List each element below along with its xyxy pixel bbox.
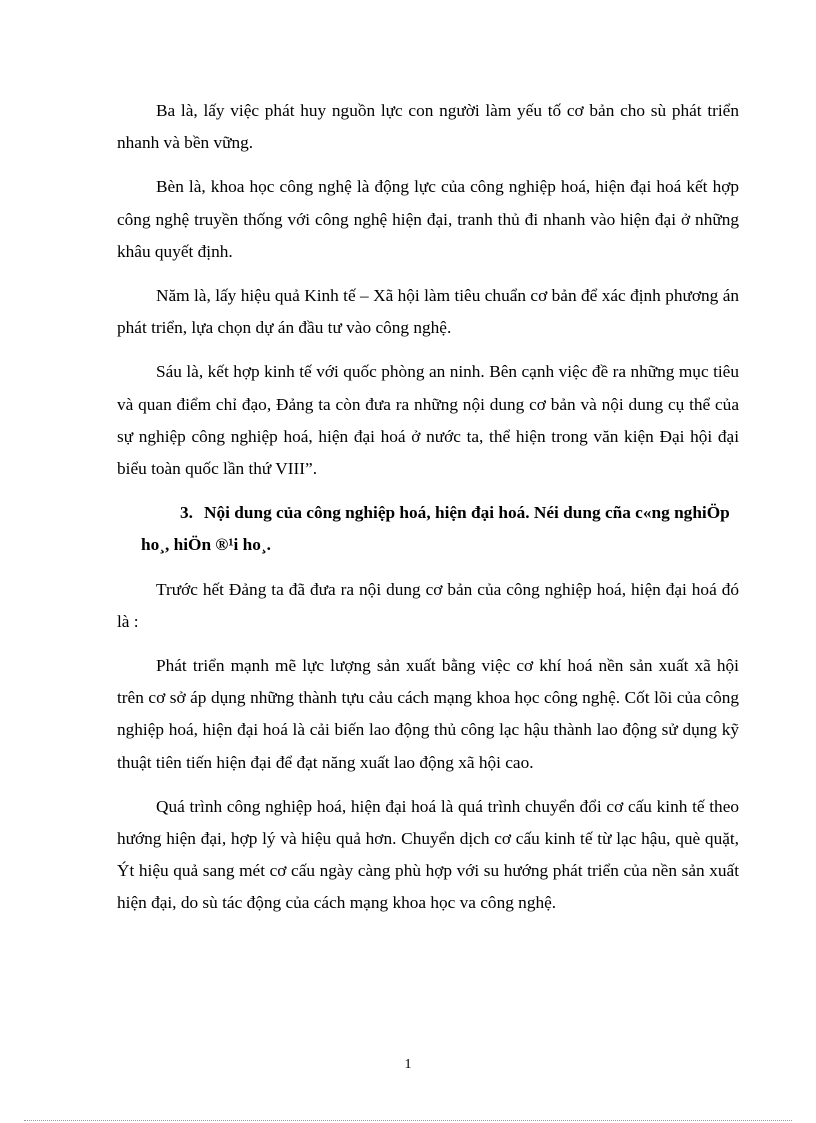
- paragraph-nam-la: Năm là, lấy hiệu quả Kinh tế – Xã hội làm tiêu chuẩn cơ bản để xác định phương án phát triển, lựa chọn dự án đầu tư vào công nghệ.: [117, 286, 739, 338]
- page-bottom-border: [24, 1120, 792, 1121]
- section-heading: [117, 497, 739, 561]
- section-title: Nội dung của công nghiệp hoá, hiện đại hoá. Néi dung cña c«ng nghiÖp ho¸, hiÖn ®¹i ho¸.: [141, 503, 730, 555]
- paragraph-phat-trien: Phát triển mạnh mẽ lực lượng sản xuất bằng việc cơ khí hoá nền sản xuất xã hội trên cơ sở áp dụng những thành tựu cảu cách mạng khoa học công nghệ. Cốt lõi của công nghiệp hoá, hiện đại hoá là cải biến lao động thủ công lạc hậu thành lao động sử dụng kỹ thuật tiên tiến hiện đại để đạt năng xuất lao động xã hội cao.: [117, 656, 739, 772]
- paragraph-sau-la: Sáu là, kết hợp kinh tế với quốc phòng an ninh. Bên cạnh việc đề ra những mục tiêu và quan điểm chỉ đạo, Đảng ta còn đưa ra những nội dung cơ bản và nội dung cụ thể của sự nghiệp công nghiệp hoá, hiện đại hoá ở nước ta, thể hiện trong văn kiện Đại hội đại biểu toàn quốc lần thứ VIII”.: [117, 362, 739, 479]
- page-number: 1: [404, 1057, 412, 1072]
- section-number: 3.: [180, 503, 193, 523]
- paragraph-bon-la: Bèn là, khoa học công nghệ là động lực của công nghiệp hoá, hiện đại hoá kết hợp công nghệ truyền thống với công nghệ hiện đại, tranh thủ đi nhanh vào hiện đại ở những khâu quyết định.: [117, 177, 739, 261]
- paragraph-truoc-het: Trước hết Đảng ta đã đưa ra nội dung cơ bản của công nghiệp hoá, hiện đại hoá đó là :: [117, 579, 739, 631]
- paragraph-qua-trinh: Quá trình công nghiệp hoá, hiện đại hoá là quá trình chuyển đổi cơ cấu kinh tế theo hướng hiện đại, hợp lý và hiệu quả hơn. Chuyển dịch cơ cấu kinh tế từ lạc hậu, què quặt, Ýt hiệu quả sang mét cơ cấu ngày càng phù hợp với su hướng phát triển của nền sản xuất hiện đại, do sù tác động của cách mạng khoa học va công nghệ.: [117, 796, 739, 913]
- paragraph-ba-la: Ba là, lấy việc phát huy nguồn lực con người làm yếu tố cơ bản cho sù phát triển nhanh và bền vững.: [117, 101, 739, 153]
- document-body: [117, 95, 739, 932]
